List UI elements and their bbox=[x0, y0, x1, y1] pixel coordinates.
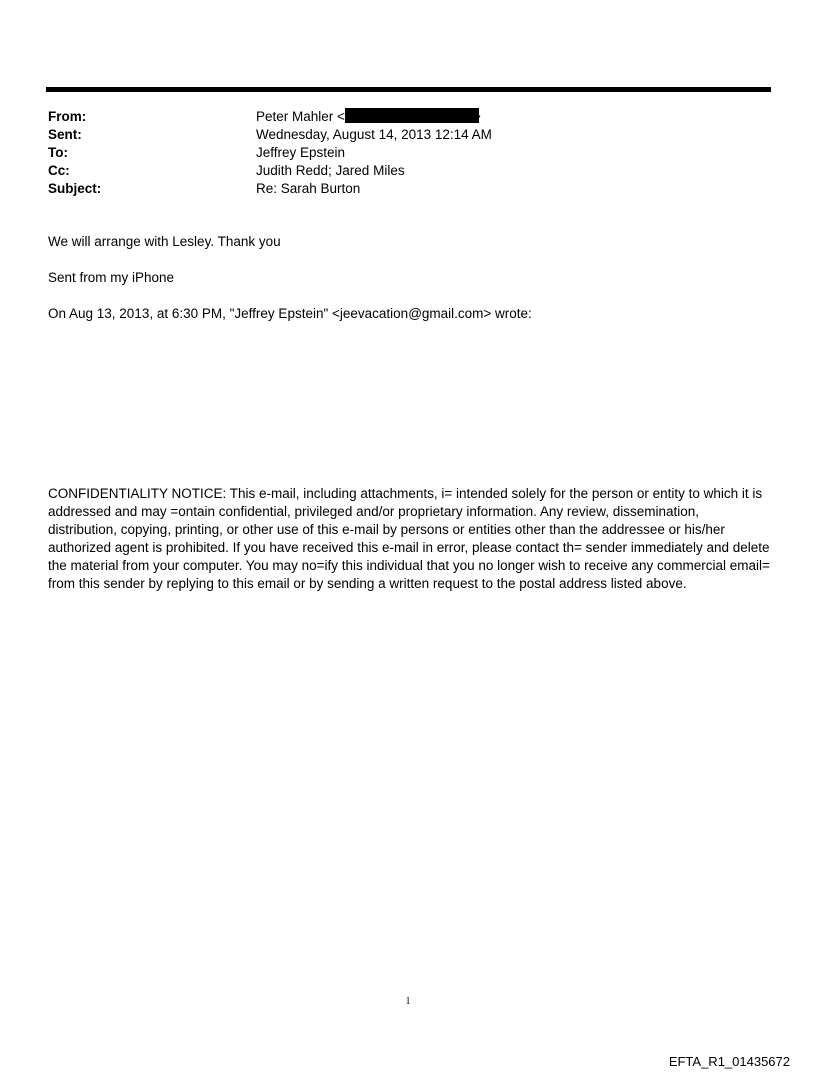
from-value bbox=[256, 108, 481, 126]
sent-label: Sent: bbox=[48, 127, 82, 142]
subject-value: Re: Sarah Burton bbox=[256, 181, 361, 196]
from-name: Peter Mahler < bbox=[256, 109, 345, 124]
bates-number: EFTA_R1_01435672 bbox=[668, 1054, 790, 1069]
sent-value: Wednesday, August 14, 2013 12:14 AM bbox=[256, 127, 492, 142]
subject-label: Subject: bbox=[48, 181, 102, 196]
body-message: We will arrange with Lesley. Thank you bbox=[48, 234, 281, 249]
to-row bbox=[48, 144, 768, 162]
cc-row bbox=[48, 162, 768, 180]
from-row bbox=[48, 108, 768, 126]
from-label: From: bbox=[48, 109, 87, 124]
to-label: To: bbox=[48, 145, 68, 160]
body-signature: Sent from my iPhone bbox=[48, 270, 175, 285]
confidentiality-notice: CONFIDENTIALITY NOTICE: This e-mail, including attachments, i= intended solely for the person or entity to which it is addressed and may =ontain confidential, privileged and/or proprietary information. Any review, dissemination, distribution, copying, printing, or other use of this e-mail by persons or entities other than the addressee or his/her authorized agent is prohibited. If you have received this e-mail in error, please contact th= sender immediately and delete the material from your computer. You may no=ify this individual that you no longer wish to receive any commercial email= from this sender by replying to this email or by sending a written request to the postal address listed above. bbox=[48, 486, 770, 591]
body-quote-header: On Aug 13, 2013, at 6:30 PM, "Jeffrey Epstein" <jeevacation@gmail.com> wrote: bbox=[48, 306, 532, 321]
from-name-end: > bbox=[472, 109, 481, 124]
cc-label: Cc: bbox=[48, 163, 70, 178]
subject-row bbox=[48, 180, 768, 198]
header-divider bbox=[46, 87, 771, 92]
page-number: 1 bbox=[405, 996, 411, 1007]
redaction-box bbox=[345, 108, 479, 123]
to-value: Jeffrey Epstein bbox=[256, 145, 346, 160]
sent-row bbox=[48, 126, 768, 144]
cc-value: Judith Redd; Jared Miles bbox=[256, 163, 405, 178]
